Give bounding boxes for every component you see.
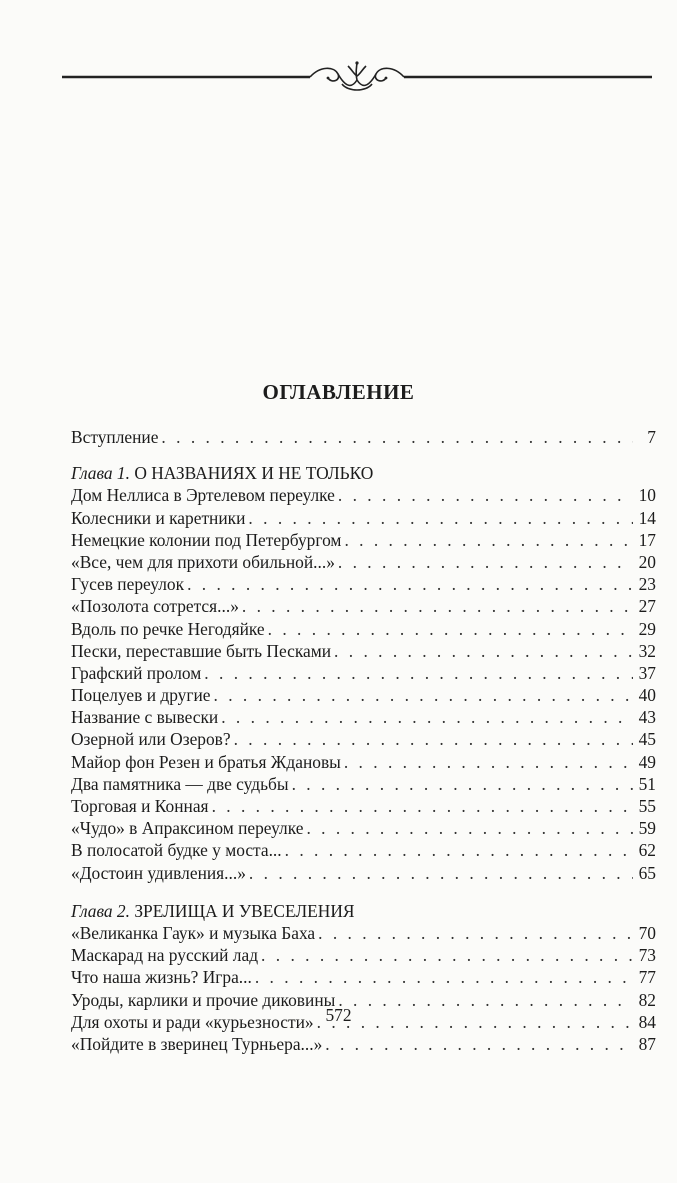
toc-entry-page: 43 xyxy=(638,707,656,728)
toc-entry-page: 7 xyxy=(647,427,656,447)
toc-entry-page: 32 xyxy=(638,640,656,661)
chapter-title: О НАЗВАНИЯХ И НЕ ТОЛЬКО xyxy=(134,463,374,484)
toc-entry xyxy=(71,426,656,448)
toc-entry xyxy=(71,795,656,817)
toc-entry-label: Дом Неллиса в Эртелевом переулке xyxy=(71,485,335,506)
toc-entry-label: Пески, переставшие быть Песками xyxy=(71,640,332,661)
toc-entry-label: Два памятника — две судьбы xyxy=(71,773,289,794)
toc-entry xyxy=(71,862,656,884)
spacer xyxy=(71,448,656,462)
dot-leader xyxy=(214,684,633,706)
dot-leader xyxy=(221,706,633,728)
dot-leader xyxy=(306,817,633,839)
dot-leader xyxy=(249,862,633,884)
toc-entry-page: 77 xyxy=(638,967,656,988)
page-number: 572 xyxy=(325,1005,352,1025)
toc-entry-page: 87 xyxy=(638,1033,656,1054)
dot-leader xyxy=(338,551,633,573)
dot-leader xyxy=(334,640,633,662)
dot-leader xyxy=(212,795,633,817)
dot-leader xyxy=(292,773,633,795)
toc-entry xyxy=(71,817,656,839)
dot-leader xyxy=(344,529,633,551)
toc-entry xyxy=(71,684,656,706)
toc-entry-page: 27 xyxy=(638,596,656,617)
toc-entry-label: Что наша жизнь? Игра... xyxy=(71,967,252,988)
chapter-heading xyxy=(71,462,656,484)
dot-leader xyxy=(261,944,633,966)
toc-entry-page: 70 xyxy=(638,922,656,943)
toc-entry-page: 73 xyxy=(638,945,656,966)
dot-leader xyxy=(344,751,633,773)
toc-entry-label: Колесники и каретники xyxy=(71,507,246,528)
dot-leader xyxy=(325,1033,633,1055)
chapter-prefix: Глава 2. xyxy=(71,900,130,921)
toc-entry-page: 40 xyxy=(638,685,656,706)
toc-entry-label: «Великанка Гаук» и музыка Баха xyxy=(71,922,316,943)
toc-entry-page: 20 xyxy=(638,551,656,572)
dot-leader xyxy=(187,573,633,595)
toc-entry-label: Маскарад на русский лад xyxy=(71,945,259,966)
dot-leader xyxy=(234,728,633,750)
toc-entry-page: 59 xyxy=(638,818,656,839)
page-title: ОГЛАВЛЕНИЕ xyxy=(262,380,415,404)
toc-entry-label: Для охоты и ради «курьезности» xyxy=(71,1011,314,1032)
toc-entry-label: «Позолота сотрется...» xyxy=(71,596,239,617)
chapter-title: ЗРЕЛИЩА И УВЕСЕЛЕНИЯ xyxy=(134,900,355,921)
toc-entry-page: 62 xyxy=(638,840,656,861)
toc-entry-page: 23 xyxy=(638,574,656,595)
toc-entry-label: «Пойдите в зверинец Турньера...» xyxy=(71,1033,323,1054)
dot-leader xyxy=(204,662,633,684)
toc-entry xyxy=(71,773,656,795)
toc-entry xyxy=(71,529,656,551)
toc-entry-label: «Достоин удивления...» xyxy=(71,862,246,883)
toc-entry-label: Графский пролом xyxy=(71,662,202,683)
toc-entry-page: 82 xyxy=(638,989,656,1010)
dot-leader xyxy=(268,618,633,640)
toc-entry xyxy=(71,640,656,662)
toc-entry-label: В полосатой будке у моста... xyxy=(71,840,282,861)
dot-leader xyxy=(338,484,633,506)
toc-entry-label: Гусев переулок xyxy=(71,574,185,595)
toc-entry-label: Озерной или Озеров? xyxy=(71,729,231,750)
toc-entry-page: 37 xyxy=(638,662,656,683)
chapter-heading xyxy=(71,900,656,922)
dot-leader xyxy=(242,595,633,617)
toc-entry-label: Майор фон Резен и братья Ждановы xyxy=(71,751,341,772)
toc-entry xyxy=(71,573,656,595)
toc-entry-page: 17 xyxy=(638,529,656,550)
toc-entry-label: Вступление xyxy=(71,427,159,447)
toc-entry-label: Поцелуев и другие xyxy=(71,685,211,706)
toc-entry xyxy=(71,966,656,988)
decorative-ornament xyxy=(62,60,652,94)
toc-entry-label: «Чудо» в Апраксином переулке xyxy=(71,818,304,839)
dot-leader xyxy=(318,922,633,944)
toc-entry xyxy=(71,618,656,640)
dot-leader xyxy=(285,839,633,861)
toc-entry-page: 49 xyxy=(638,751,656,772)
toc-entry-label: Немецкие колонии под Петербургом xyxy=(71,529,342,550)
toc-entry-page: 10 xyxy=(638,485,656,506)
toc-entry xyxy=(71,944,656,966)
toc-entry xyxy=(71,922,656,944)
toc-entry-page: 14 xyxy=(638,507,656,528)
toc-entry-page: 51 xyxy=(638,773,656,794)
toc-entry-page: 55 xyxy=(638,796,656,816)
dot-leader xyxy=(161,426,633,448)
toc-entry xyxy=(71,662,656,684)
table-of-contents xyxy=(71,426,656,1055)
dot-leader xyxy=(255,966,633,988)
toc-entry xyxy=(71,507,656,529)
toc-entry-label: Торговая и Конная xyxy=(71,796,209,816)
toc-entry-page: 65 xyxy=(638,862,656,883)
toc-entry-label: «Все, чем для прихоти обильной...» xyxy=(71,551,335,572)
toc-entry-label: Уроды, карлики и прочие диковины xyxy=(71,989,336,1010)
toc-entry-label: Вдоль по речке Негодяйке xyxy=(71,618,265,639)
toc-entry xyxy=(71,595,656,617)
toc-entry xyxy=(71,751,656,773)
toc-entry-page: 45 xyxy=(638,729,656,750)
toc-entry-page: 84 xyxy=(638,1011,656,1032)
toc-entry xyxy=(71,484,656,506)
spacer xyxy=(71,884,656,900)
toc-entry xyxy=(71,551,656,573)
toc-entry xyxy=(71,706,656,728)
dot-leader xyxy=(248,507,633,529)
toc-entry-label: Название с вывески xyxy=(71,707,219,728)
chapter-prefix: Глава 1. xyxy=(71,463,130,484)
toc-entry-page: 29 xyxy=(638,618,656,639)
toc-entry xyxy=(71,728,656,750)
toc-entry xyxy=(71,839,656,861)
toc-entry xyxy=(71,1033,656,1055)
